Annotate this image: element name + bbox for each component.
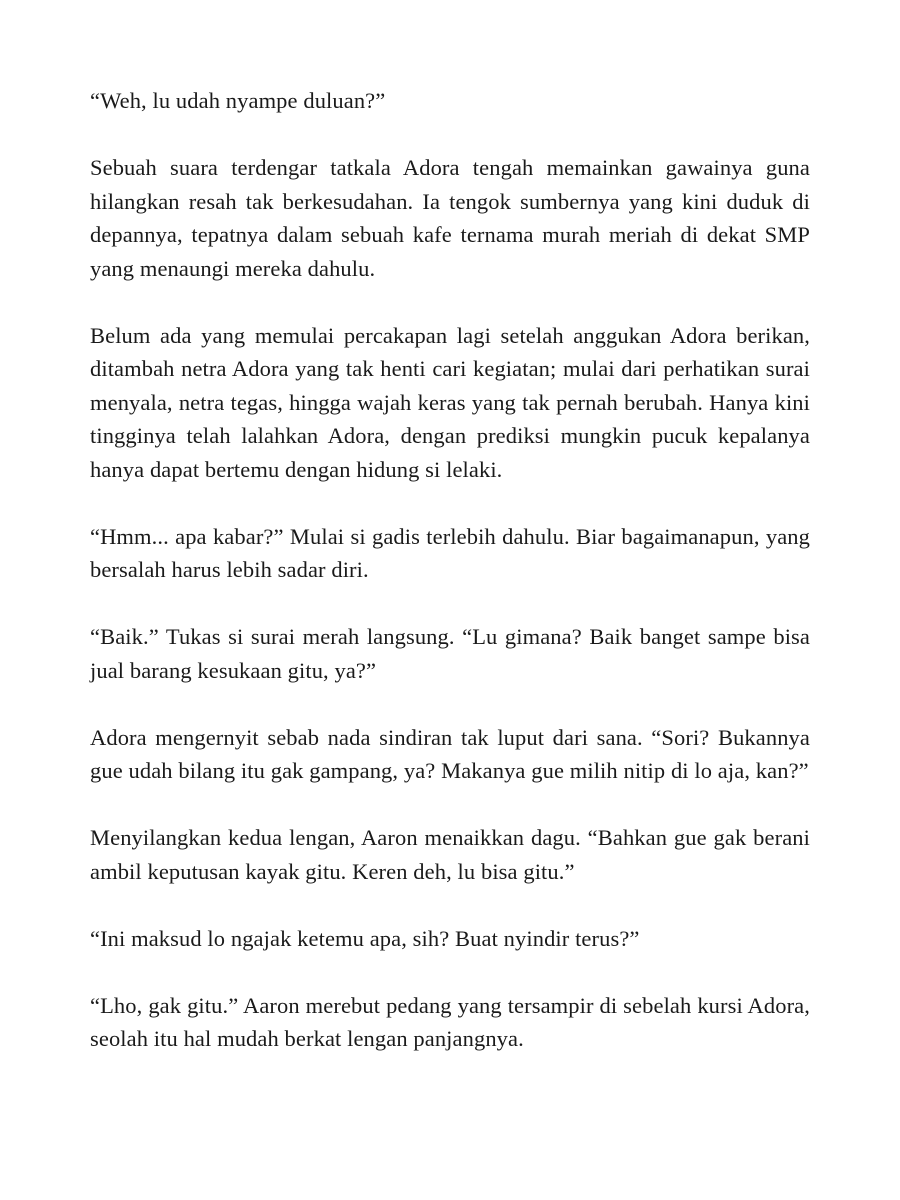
- paragraph-8: “Ini maksud lo ngajak ketemu apa, sih? Buat nyindir terus?”: [90, 925, 640, 951]
- paragraph-2: Sebuah suara terdengar tatkala Adora tengah memainkan gawainya guna hilangkan resah tak berkesudahan. Ia tengok sumbernya yang kini duduk di depannya, tepatnya dalam sebuah kafe ternama murah meriah di dekat SMP yang menaungi mereka dahulu.: [90, 155, 810, 281]
- paragraph-9: “Lho, gak gitu.” Aaron merebut pedang yang tersampir di sebelah kursi Adora, seolah itu hal mudah berkat lengan panjangnya.: [90, 992, 810, 1051]
- paragraph-3: Belum ada yang memulai percakapan lagi setelah anggukan Adora berikan, ditambah netra Adora yang tak henti cari kegiatan; mulai dari perhatikan surai menyala, netra tegas, hingga wajah keras yang tak pernah berubah. Hanya kini tingginya telah lalahkan Adora, dengan prediksi mungkin pucuk kepalanya hanya dapat bertemu dengan hidung si lelaki.: [90, 322, 810, 482]
- paragraph-6: Adora mengernyit sebab nada sindiran tak luput dari sana. “Sori? Bukannya gue udah bilang itu gak gampang, ya? Makanya gue milih nitip di lo aja, kan?”: [90, 724, 810, 783]
- paragraph-5: “Baik.” Tukas si surai merah langsung. “Lu gimana? Baik banget sampe bisa jual barang kesukaan gitu, ya?”: [90, 624, 810, 683]
- paragraph-7: Menyilangkan kedua lengan, Aaron menaikkan dagu. “Bahkan gue gak berani ambil keputusan kayak gitu. Keren deh, lu bisa gitu.”: [90, 825, 810, 884]
- paragraph-1: “Weh, lu udah nyampe duluan?”: [90, 88, 386, 113]
- paragraph-4: “Hmm... apa kabar?” Mulai si gadis terlebih dahulu. Biar bagaimanapun, yang bersalah harus lebih sadar diri.: [90, 523, 810, 582]
